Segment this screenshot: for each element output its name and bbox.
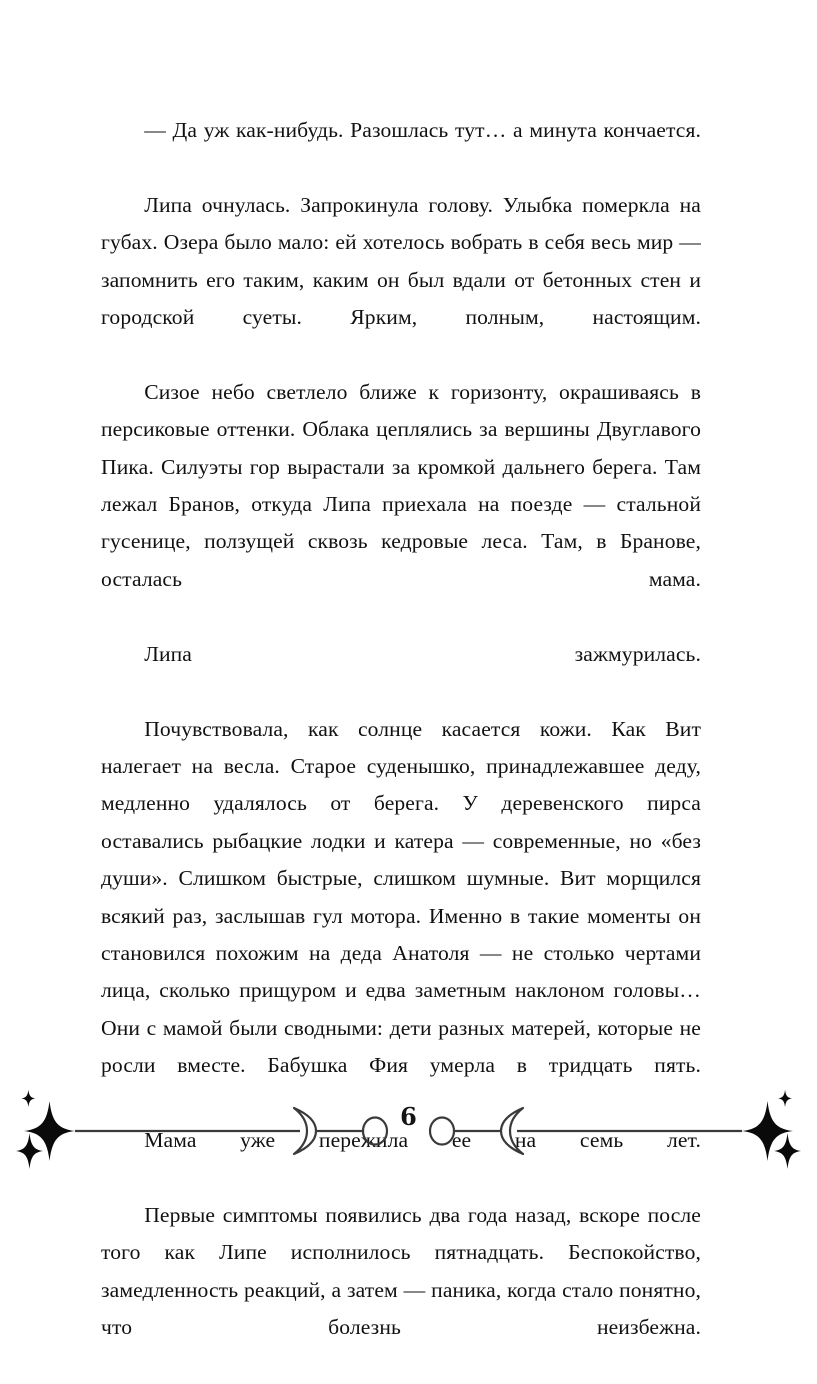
paragraph: Липа очнулась. Запрокинула голову. Улыбка померкла на губах. Озера было мало: ей хотелось вобрать в себя весь мир — запомнить его таким, каким он был вдали от бетонных стен и городской суеты. Ярким, полным, настоящим.: [101, 192, 701, 330]
paragraph: — Да уж как-нибудь. Разошлась тут… а минута кончается.: [144, 118, 701, 142]
paragraph: Липа зажмурилась.: [144, 641, 701, 666]
paragraph: Первые симптомы появились два года назад, вскоре после того как Липе исполнилось пятнадцать. Беспокойство, замедленность реакций, а затем — паника, когда стало понятно, что болезнь неизбежна.: [101, 1202, 701, 1339]
page-text-block: [101, 112, 701, 1384]
page-number: 6: [400, 1102, 417, 1131]
paragraph: Сизое небо светлело ближе к горизонту, окрашиваясь в персиковые оттенки. Облака цеплялись за вершины Двуглавого Пика. Силуэты гор вырастали за кромкой дальнего берега. Там лежал Бранов, откуда Липа приехала на поезде — стальной гусенице, ползущей сквозь кедровые леса. Там, в Бранове, осталась мама.: [101, 379, 701, 591]
sparkle-small-right-lower: [774, 1133, 801, 1169]
sparkle-small-left-lower: [16, 1133, 43, 1169]
paragraph: Мама уже пережила ее на семь лет.: [144, 1127, 701, 1152]
paragraph: Почувствовала, как солнце касается кожи. Как Вит налегает на весла. Старое суденышко, принадлежавшее деду, медленно удалялось от берега. У деревенского пирса оставались рыбацкие лодки и катера — современные, но «без души». Слишком быстрые, слишком шумные. Вит морщился всякий раз, заслышав гул мотора. Именно в такие моменты он становился похожим на деда Анатоля — не столько чертами лица, сколько прищуром и едва заметным наклоном головы… Они с мамой были сводными: дети разных матерей, которые не росли вместе. Бабушка Фия умерла в тридцать пять.: [101, 716, 701, 1078]
